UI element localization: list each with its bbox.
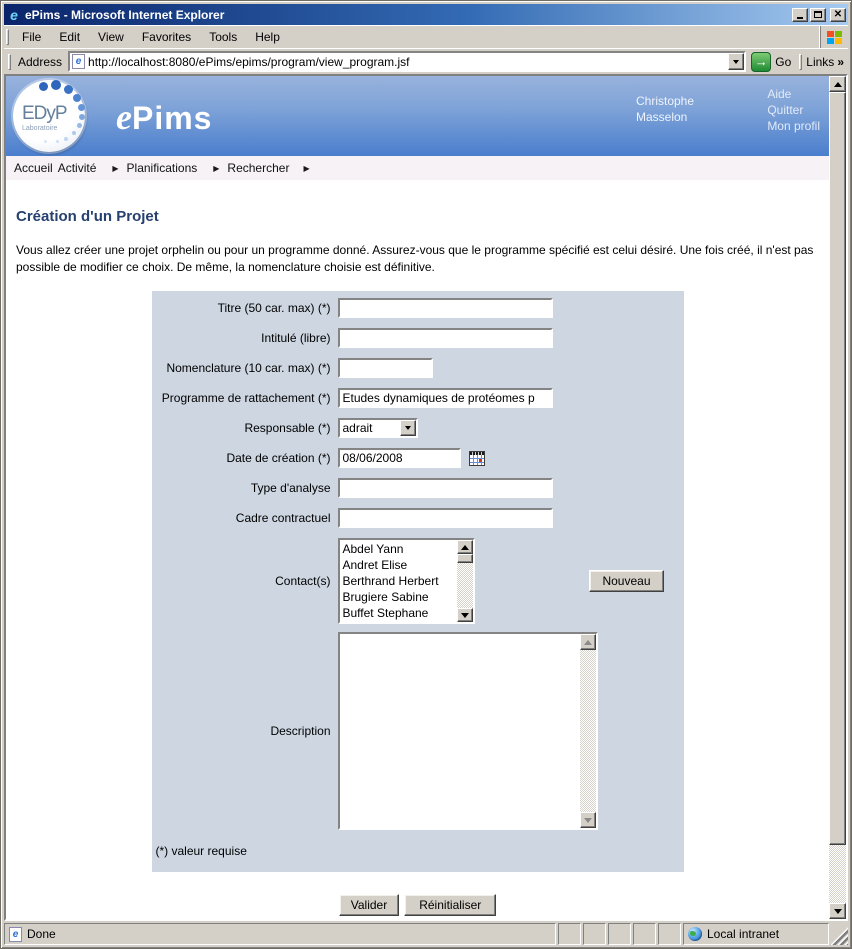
contacts-scrollbar[interactable] <box>457 540 473 622</box>
address-label: Address <box>18 54 63 69</box>
address-input[interactable] <box>85 54 728 69</box>
contact-option[interactable]: Abdel Yann <box>342 542 404 556</box>
status-pane-empty <box>658 923 681 945</box>
scroll-down-button[interactable] <box>829 903 846 919</box>
status-bar <box>4 923 848 945</box>
minimize-icon <box>797 17 803 19</box>
menu-tools[interactable]: Tools <box>209 30 238 44</box>
maximize-icon <box>814 11 822 18</box>
intitule-input[interactable] <box>338 328 553 348</box>
brand-rest: Pims <box>131 100 213 136</box>
scroll-down-button[interactable] <box>580 812 596 828</box>
arrow-down-icon <box>584 818 592 823</box>
form-row-description <box>152 632 684 830</box>
form-row-cadre <box>152 508 684 528</box>
nomenclature-input[interactable] <box>338 358 433 378</box>
edyp-logo-text: EDyP <box>22 103 67 124</box>
contact-option[interactable]: Andret Elise <box>342 558 408 572</box>
description-label: Description <box>270 724 331 738</box>
scrollbar-track[interactable] <box>457 563 473 608</box>
links-label[interactable]: Links <box>806 54 835 69</box>
form-row-contacts <box>152 538 684 624</box>
security-zone-pane <box>683 923 829 945</box>
user-last-name: Masselon <box>636 110 688 124</box>
reinitialiser-button[interactable]: Réinitialiser <box>404 894 496 916</box>
contacts-listbox[interactable] <box>338 538 475 624</box>
toolbar-grip[interactable] <box>6 29 9 45</box>
close-icon: ✕ <box>833 8 843 20</box>
nav-arrow-icon: ▶ <box>112 163 119 173</box>
cadre-label: Cadre contractuel <box>235 511 331 525</box>
form-row-responsable <box>152 418 684 438</box>
scroll-up-button[interactable] <box>580 634 596 650</box>
type-analyse-input[interactable] <box>338 478 553 498</box>
menu-bar <box>4 25 848 48</box>
go-label: Go <box>775 54 792 69</box>
logged-in-user <box>636 93 694 125</box>
header-links <box>767 86 820 134</box>
menu-edit[interactable]: Edit <box>59 30 81 44</box>
web-page <box>6 76 829 919</box>
chevron-down-icon <box>733 60 739 64</box>
nomenclature-label: Nomenclature (10 car. max) (*) <box>166 361 331 375</box>
scrollbar-thumb[interactable] <box>457 554 473 563</box>
arrow-up-icon <box>834 82 842 87</box>
page-icon <box>72 54 85 69</box>
scrollbar-thumb[interactable] <box>829 92 846 845</box>
user-first-name: Christophe <box>636 94 695 108</box>
valider-button[interactable]: Valider <box>339 894 399 916</box>
page-icon <box>9 927 22 942</box>
project-form-panel <box>152 291 684 872</box>
edyp-logo-subtext: Laboratoire <box>22 125 58 132</box>
status-pane-empty <box>608 923 631 945</box>
nav-accueil[interactable]: Accueil <box>14 161 53 175</box>
window-title: ePims - Microsoft Internet Explorer <box>25 7 225 22</box>
intitule-label: Intitulé (libre) <box>261 331 331 345</box>
scroll-up-button[interactable] <box>457 540 473 554</box>
contacts-options <box>340 540 457 622</box>
scroll-down-button[interactable] <box>457 608 473 622</box>
close-button[interactable] <box>830 8 846 22</box>
form-row-nomenclature <box>152 358 684 378</box>
status-text: Done <box>27 927 56 941</box>
responsable-select[interactable] <box>338 418 418 438</box>
menu-help[interactable]: Help <box>255 30 280 44</box>
zone-text: Local intranet <box>707 927 780 941</box>
date-label: Date de création (*) <box>226 451 331 465</box>
description-scrollbar[interactable] <box>580 634 596 828</box>
arrow-up-icon <box>461 545 469 550</box>
type-analyse-label: Type d'analyse <box>250 481 331 495</box>
windows-flag-icon <box>827 31 842 44</box>
menu-view[interactable]: View <box>98 30 124 44</box>
required-note: (*) valeur requise <box>155 844 247 858</box>
scrollbar-track[interactable] <box>829 845 846 903</box>
browser-viewport <box>4 74 848 921</box>
responsable-dropdown-button[interactable] <box>400 420 416 436</box>
menu-favorites[interactable]: Favorites <box>141 30 192 44</box>
nav-activite[interactable]: Activité <box>57 161 97 175</box>
address-field <box>68 51 746 72</box>
cadre-input[interactable] <box>338 508 553 528</box>
arrow-up-icon <box>584 640 592 645</box>
internet-explorer-icon <box>6 7 22 23</box>
windows-logo-panel <box>820 26 848 48</box>
page-body <box>6 180 829 919</box>
status-pane-empty <box>633 923 656 945</box>
edyp-logo[interactable] <box>13 80 85 152</box>
form-row-type-analyse <box>152 478 684 498</box>
app-header <box>6 76 829 156</box>
epims-brand <box>116 96 212 138</box>
intro-text: Vous allez créer une projet orphelin ou pour un programme donné. Assurez-vous que le programme spécifié est celui désiré. Une fois créé, il n'est pas possible de modifier ce choix. De même, la nomenclature choisie est définitive. <box>16 243 814 274</box>
status-pane <box>4 923 556 945</box>
nav-bar <box>6 156 829 180</box>
contact-option[interactable]: Buffet Stephane <box>342 606 429 620</box>
title-bar[interactable] <box>4 4 848 25</box>
menu-file[interactable]: File <box>22 30 42 44</box>
brand-e: e <box>116 97 132 137</box>
titre-label: Titre (50 car. max) (*) <box>217 301 331 315</box>
responsable-selected-value: adrait <box>342 421 373 435</box>
description-text-area[interactable] <box>340 634 580 828</box>
chevron-down-icon <box>405 426 411 430</box>
arrow-down-icon <box>834 909 842 914</box>
form-row-date <box>152 448 684 468</box>
toolbar-grip[interactable] <box>8 54 11 70</box>
maximize-button[interactable] <box>810 8 826 22</box>
nouveau-button[interactable]: Nouveau <box>589 570 663 592</box>
calendar-icon[interactable] <box>469 451 485 466</box>
links-chevron-icon[interactable]: » <box>837 54 844 69</box>
contact-option[interactable]: Berthrand Herbert <box>342 574 439 588</box>
minimize-button[interactable] <box>792 8 808 22</box>
form-row-intitule <box>152 328 684 348</box>
link-mon-profil[interactable]: Mon profil <box>767 119 820 133</box>
page-scrollbar[interactable] <box>829 76 846 919</box>
globe-icon <box>688 927 702 941</box>
go-button[interactable]: → <box>751 52 771 72</box>
page-title: Création d'un Projet <box>16 208 159 225</box>
description-textarea[interactable] <box>338 632 598 830</box>
link-aide[interactable]: Aide <box>767 87 792 101</box>
status-pane-empty <box>558 923 581 945</box>
programme-input[interactable] <box>338 388 553 408</box>
contact-option[interactable]: Brugiere Sabine <box>342 590 429 604</box>
titre-input[interactable] <box>338 298 553 318</box>
toolbar-grip[interactable] <box>799 54 802 70</box>
form-row-programme <box>152 388 684 408</box>
programme-label: Programme de rattachement (*) <box>161 391 331 405</box>
nav-arrow-icon: ▶ <box>303 163 310 173</box>
nav-rechercher[interactable]: Rechercher <box>227 161 290 175</box>
address-bar <box>4 48 848 74</box>
arrow-down-icon <box>461 613 469 618</box>
address-dropdown-button[interactable] <box>728 53 744 70</box>
status-pane-empty <box>583 923 606 945</box>
resize-grip[interactable] <box>831 923 848 945</box>
date-input[interactable] <box>338 448 461 468</box>
nav-planifications[interactable]: Planifications <box>126 161 198 175</box>
go-section <box>751 52 797 72</box>
form-row-titre <box>152 298 684 318</box>
responsable-label: Responsable (*) <box>244 421 331 435</box>
form-actions <box>16 894 819 916</box>
scroll-up-button[interactable] <box>829 76 846 92</box>
link-quitter[interactable]: Quitter <box>767 103 804 117</box>
contacts-label: Contact(s) <box>275 574 331 588</box>
nav-arrow-icon: ▶ <box>213 163 220 173</box>
